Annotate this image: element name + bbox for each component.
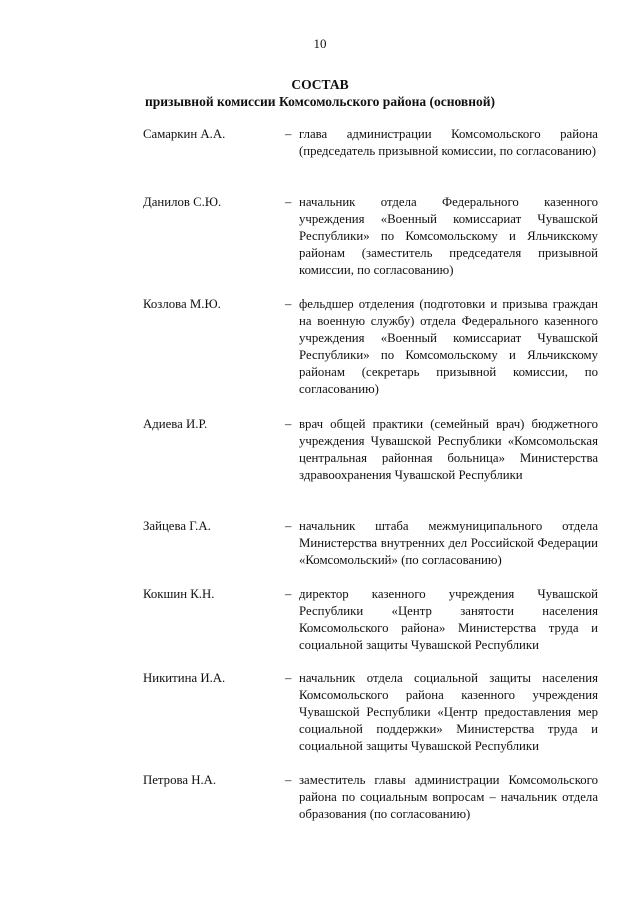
member-role: директор казенного учреждения Чувашской Республики «Центр занятости населения Комсомольского района» Министерства труда и социальной защиты Чувашской Республики	[299, 587, 598, 652]
member-row	[143, 670, 598, 772]
member-dash: –	[285, 587, 292, 601]
member-name: Самаркин А.А.	[143, 127, 226, 141]
member-dash: –	[285, 671, 292, 685]
member-dash: –	[285, 297, 292, 311]
document-title-block	[0, 76, 640, 110]
member-name: Адиева И.Р.	[143, 417, 208, 431]
member-row	[143, 296, 598, 416]
member-dash: –	[285, 519, 292, 533]
member-role: начальник отдела Федерального казенного учреждения «Военный комиссариат Чувашской Республики» по Комсомольскому и Яльчикскому районам (заместитель председателя призывной комиссии, по согласованию)	[299, 195, 598, 277]
member-row	[143, 416, 598, 518]
document-subtitle: призывной комиссии Комсомольского района (основной)	[144, 94, 496, 109]
commission-members-list	[143, 126, 598, 852]
member-role: начальник штаба межмуниципального отдела Министерства внутренних дел Российской Федерации «Комсомольский» (по согласованию)	[299, 519, 598, 567]
member-name: Зайцева Г.А.	[143, 519, 211, 533]
member-row	[143, 126, 598, 194]
member-name: Козлова М.Ю.	[143, 297, 221, 311]
member-role: глава администрации Комсомольского района (председатель призывной комиссии, по согласованию)	[299, 127, 598, 158]
member-role: фельдшер отделения (подготовки и призыва граждан на военную службу) отдела Федерального казенного учреждения «Военный комиссариат Чувашской Республики» по Комсомольскому и Яльчикскому районам (секретарь призывной комиссии, по согласованию)	[299, 297, 598, 396]
member-role: заместитель главы администрации Комсомольского района по социальным вопросам – начальник отдела образования (по согласованию)	[299, 773, 598, 821]
member-name: Кокшин К.Н.	[143, 587, 215, 601]
page-number: 10	[313, 36, 327, 51]
member-dash: –	[285, 773, 292, 787]
member-name: Петрова Н.А.	[143, 773, 217, 787]
member-dash: –	[285, 417, 292, 431]
member-row	[143, 194, 598, 296]
member-dash: –	[285, 127, 292, 141]
member-name: Никитина И.А.	[143, 671, 226, 685]
member-dash: –	[285, 195, 292, 209]
member-role: начальник отдела социальной защиты населения Комсомольского района казенного учреждения Чувашской Республики «Центр предоставления мер социальной поддержки» Министерства труда и социальной защиты Чувашской Республики	[299, 671, 598, 753]
member-row	[143, 586, 598, 670]
member-row	[143, 772, 598, 852]
member-role: врач общей практики (семейный врач) бюджетного учреждения Чувашской Республики «Комсомольская центральная районная больница» Министерства здравоохранения Чувашской Республики	[299, 417, 598, 482]
document-title: СОСТАВ	[291, 77, 349, 92]
member-name: Данилов С.Ю.	[143, 195, 222, 209]
member-row	[143, 518, 598, 586]
